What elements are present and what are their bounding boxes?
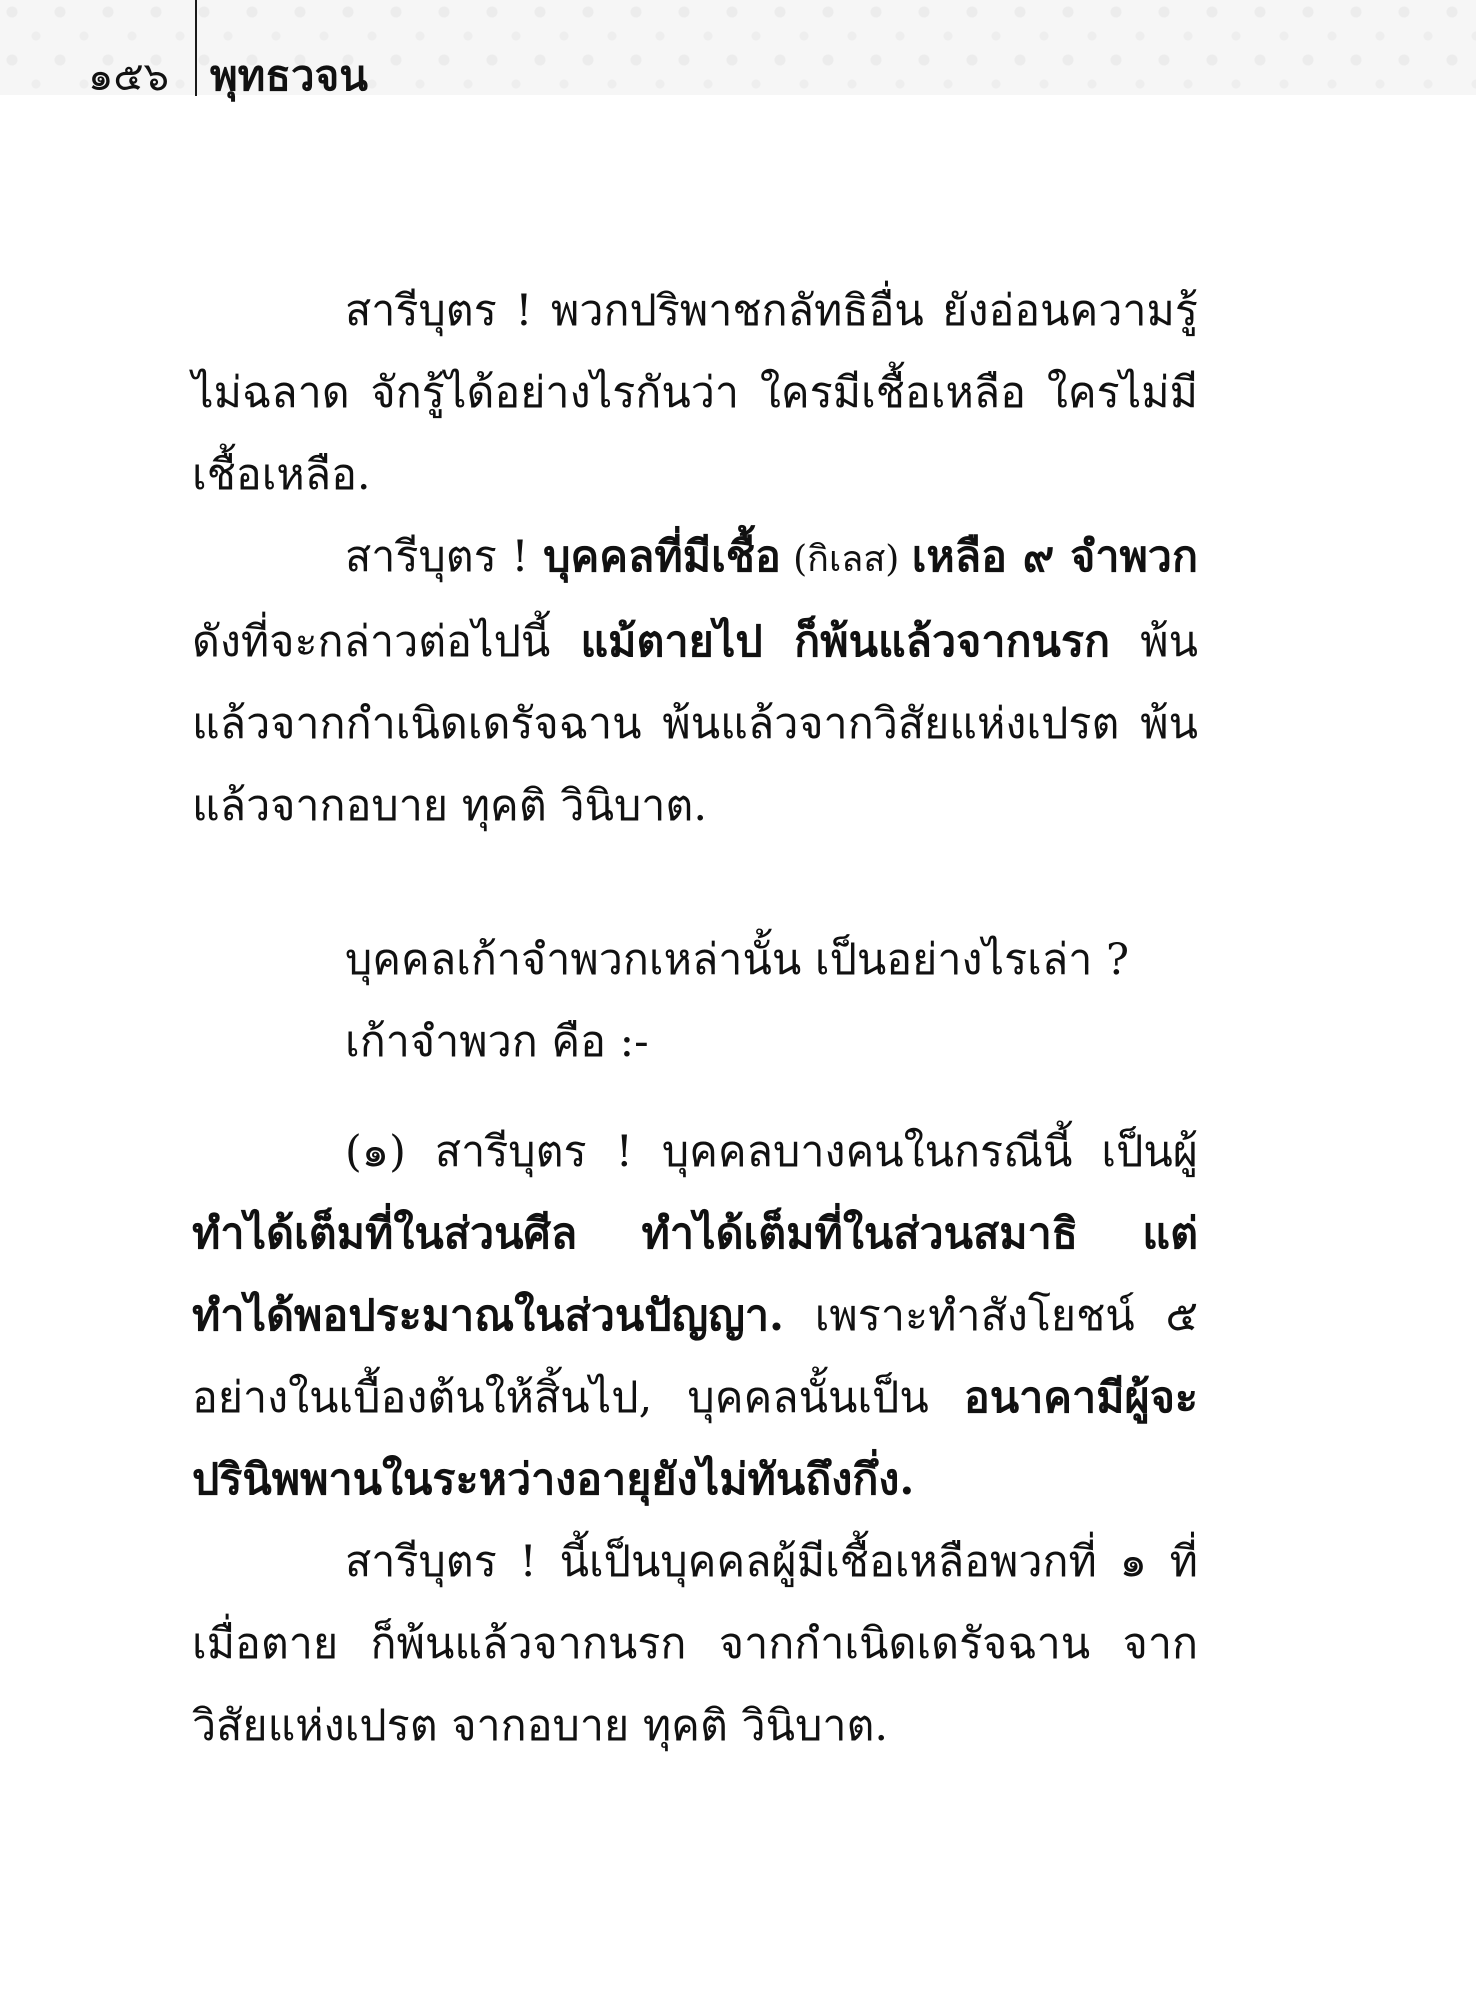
paragraph-5-mid: เพราะทำสังโยชน์ ๕ อย่างในเบื้องต้นให้สิ้นไป, บุคคลนั้นเป็น — [192, 1291, 1198, 1423]
paragraph-6: สารีบุตร ! นี้เป็นบุคคลผู้มีเชื้อเหลือพวกที่ ๑ ที่เมื่อตาย ก็พ้นแล้วจากนรก จากกำเนิดเดรัจฉาน จากวิสัยแห่งเปรต จากอบาย ทุคติ วินิบาต. — [192, 1537, 1198, 1751]
paragraph-5-bold-2: อนาคามีผู้จะปรินิพพานในระหว่างอายุยังไม่ทันถึงกึ่ง. — [192, 1373, 1198, 1505]
book-title: พุทธวจน — [210, 51, 368, 100]
paragraph-5-lead: (๑) สารีบุตร ! บุคคลบางคนในกรณีนี้ เป็นผู้ — [345, 1127, 1198, 1177]
page-number: ๑๕๖ — [88, 54, 170, 100]
paragraph-2-tail: พ้นแล้วจากกำเนิดเดรัจฉาน พ้นแล้วจากวิสัยแห่งเปรต พ้นแล้วจากอบาย ทุคติ วินิบาต. — [192, 617, 1198, 831]
paragraph-2-bold-3: แม้ตายไป ก็พ้นแล้วจากนรก — [580, 617, 1111, 667]
page-body — [192, 270, 1198, 1767]
paragraph-2-mid: ดังที่จะกล่าวต่อไปนี้ — [192, 617, 581, 667]
paragraph-2-paren: (กิเลส) — [780, 539, 912, 580]
paragraph-1: สารีบุตร ! พวกปริพาชกลัทธิอื่น ยังอ่อนความรู้ ไม่ฉลาด จักรู้ได้อย่างไรกันว่า ใครมีเชื้อเหลือ ใครไม่มีเชื้อเหลือ. — [192, 286, 1198, 500]
paragraph-2-lead: สารีบุตร ! — [345, 532, 544, 582]
header-divider — [195, 0, 197, 96]
paragraph-2-bold-1: บุคคลที่มีเชื้อ — [543, 532, 781, 582]
paragraph-2 — [192, 516, 1198, 847]
paragraph-4: เก้าจำพวก คือ :- — [345, 1017, 649, 1067]
paragraph-2-bold-2: เหลือ ๙ จำพวก — [911, 532, 1198, 582]
paragraph-5 — [192, 1111, 1198, 1521]
paragraph-3: บุคคลเก้าจำพวกเหล่านั้น เป็นอย่างไรเล่า ? — [345, 935, 1130, 985]
paragraph-5-bold-1: ทำได้เต็มที่ในส่วนศีล ทำได้เต็มที่ในส่วนสมาธิ แต่ทำได้พอประมาณในส่วนปัญญา. — [192, 1209, 1198, 1341]
